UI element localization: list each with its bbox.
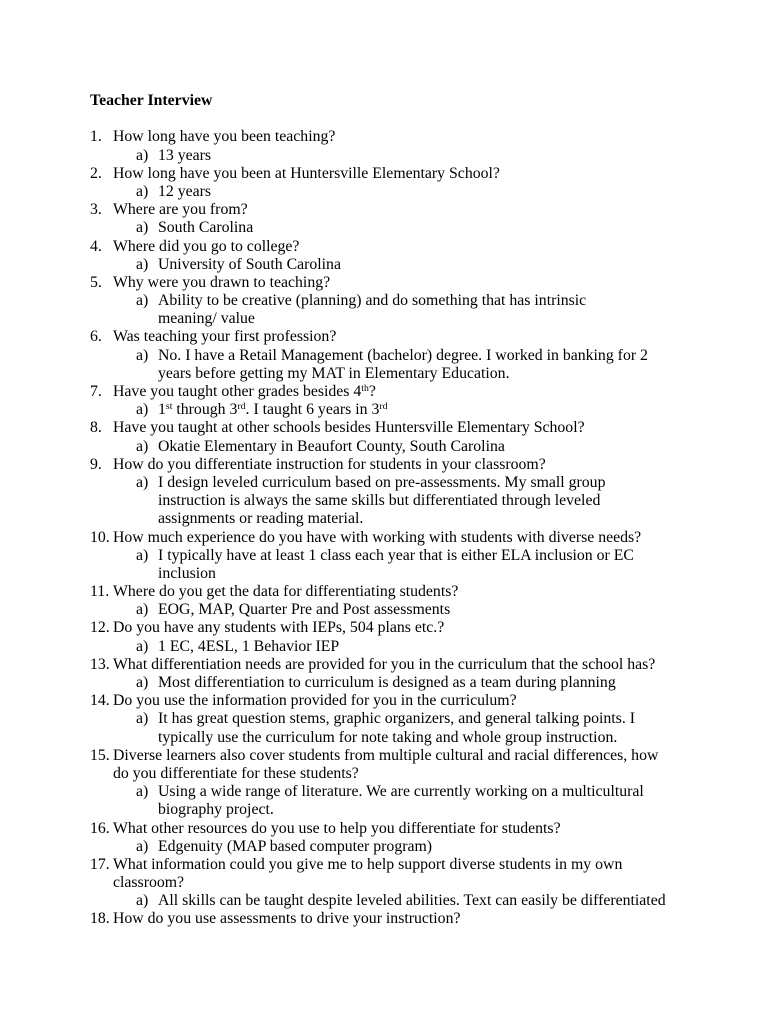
question-line <box>90 529 730 547</box>
interview-item-1 <box>90 128 730 164</box>
ordinal-superscript: rd <box>237 401 246 413</box>
question-text: Was teaching your first profession? <box>113 328 337 346</box>
interview-item-18 <box>90 910 730 928</box>
question-line <box>90 692 730 710</box>
answer-marker: a) <box>136 892 149 910</box>
interview-item-10 <box>90 529 730 584</box>
question-number: 11. <box>90 583 110 601</box>
question-line <box>90 201 730 219</box>
question-text: How do you use assessments to drive your instruction? <box>113 910 461 928</box>
answer-text: 12 years <box>158 182 212 200</box>
interview-item-7 <box>90 383 730 419</box>
interview-item-16 <box>90 820 730 856</box>
ordinal-superscript: rd <box>379 401 388 413</box>
question-number: 5. <box>90 273 102 291</box>
answer-line <box>90 474 730 492</box>
interview-item-5 <box>90 274 730 329</box>
question-number: 10. <box>90 528 110 546</box>
question-line <box>90 383 730 401</box>
answer-text: I typically have at least 1 class each year that is either ELA inclusion or EC <box>158 546 634 564</box>
question-line <box>90 238 730 256</box>
answer-line <box>90 256 730 274</box>
answer-line-continued <box>90 729 730 747</box>
answer-marker: a) <box>136 637 149 655</box>
question-number: 15. <box>90 746 110 764</box>
answer-marker: a) <box>136 346 149 364</box>
answer-line-continued <box>90 510 730 528</box>
interview-item-12 <box>90 619 730 655</box>
answer-line <box>90 401 730 419</box>
question-line <box>90 128 730 146</box>
interview-item-14 <box>90 692 730 747</box>
answer-line-continued <box>90 492 730 510</box>
question-line <box>90 910 730 928</box>
question-text: Have you taught at other schools besides Huntersville Elementary School? <box>113 419 585 437</box>
question-number: 18. <box>90 910 110 928</box>
question-line <box>90 747 730 765</box>
question-number: 3. <box>90 201 102 219</box>
answer-text: biography project. <box>158 801 274 819</box>
interview-item-8 <box>90 419 730 455</box>
answer-text: inclusion <box>158 564 216 582</box>
question-number: 14. <box>90 692 110 710</box>
answer-line <box>90 147 730 165</box>
interview-item-6 <box>90 328 730 383</box>
question-text: do you differentiate for these students? <box>113 764 359 782</box>
answer-text: assignments or reading material. <box>158 510 364 528</box>
answer-line-continued <box>90 365 730 383</box>
answer-text: 1 EC, 4ESL, 1 Behavior IEP <box>158 637 340 655</box>
answer-line <box>90 347 730 365</box>
interview-document <box>90 92 730 929</box>
answer-marker: a) <box>136 710 149 728</box>
question-line <box>90 583 730 601</box>
answer-marker: a) <box>136 674 149 691</box>
answer-line <box>90 674 730 692</box>
answer-text: meaning/ value <box>158 310 255 328</box>
ordinal-superscript: th <box>361 383 369 395</box>
question-text <box>113 383 376 401</box>
question-number: 9. <box>90 455 102 473</box>
answer-line <box>90 219 730 237</box>
interview-item-17 <box>90 856 730 911</box>
question-text: Do you use the information provided for you in the curriculum? <box>113 692 517 710</box>
question-text: How long have you been teaching? <box>113 128 336 146</box>
answer-text: EOG, MAP, Quarter Pre and Post assessments <box>158 601 451 619</box>
question-text: Do you have any students with IEPs, 504 plans etc.? <box>113 619 445 637</box>
question-text-part: Have you taught other grades besides 4 <box>113 383 362 400</box>
document-title: Teacher Interview <box>90 92 213 109</box>
answer-text: Okatie Elementary in Beaufort County, South Carolina <box>158 437 505 455</box>
answer-marker: a) <box>136 182 149 200</box>
question-line <box>90 328 730 346</box>
question-number: 2. <box>90 164 102 182</box>
interview-item-15 <box>90 747 730 820</box>
question-text: Why were you drawn to teaching? <box>113 273 331 291</box>
answer-marker: a) <box>136 473 149 491</box>
question-text: Where did you go to college? <box>113 237 300 255</box>
answer-marker: a) <box>136 401 149 419</box>
answer-marker: a) <box>136 837 149 855</box>
answer-text-part: 1 <box>158 401 166 419</box>
answer-text: Using a wide range of literature. We are currently working on a multicultural <box>158 783 644 801</box>
question-text: Where do you get the data for differentiating students? <box>113 583 459 601</box>
question-line <box>90 856 730 874</box>
answer-marker: a) <box>136 546 149 564</box>
answer-text: typically use the curriculum for note taking and whole group instruction. <box>158 728 618 746</box>
answer-text: University of South Carolina <box>158 255 341 273</box>
answer-text: All skills can be taught despite leveled abilities. Text can easily be differentiated <box>158 892 666 910</box>
question-number: 13. <box>90 655 110 673</box>
question-number: 16. <box>90 819 110 837</box>
answer-line <box>90 547 730 565</box>
question-number: 8. <box>90 419 102 437</box>
answer-text-part: . I taught 6 years in 3 <box>245 401 380 419</box>
answer-line-continued <box>90 310 730 328</box>
answer-marker: a) <box>136 783 149 801</box>
interview-item-3 <box>90 201 730 237</box>
question-line <box>90 419 730 437</box>
ordinal-superscript: st <box>165 401 173 413</box>
question-line <box>90 165 730 183</box>
answer-text: Ability to be creative (planning) and do something that has intrinsic <box>158 292 587 310</box>
question-line <box>90 456 730 474</box>
answer-line <box>90 638 730 656</box>
answer-line <box>90 838 730 856</box>
answer-marker: a) <box>136 255 149 273</box>
question-number: 6. <box>90 328 102 346</box>
answer-text: I design leveled curriculum based on pre-assessments. My small group <box>158 473 606 491</box>
answer-text: South Carolina <box>158 219 254 237</box>
answer-line-continued <box>90 801 730 819</box>
question-text: Where are you from? <box>113 201 248 219</box>
answer-marker: a) <box>136 146 149 164</box>
question-line <box>90 274 730 292</box>
answer-line <box>90 783 730 801</box>
question-line-continued <box>90 765 730 783</box>
question-number: 7. <box>90 383 102 400</box>
answer-text: Edgenuity (MAP based computer program) <box>158 837 433 855</box>
answer-line <box>90 292 730 310</box>
answer-text: It has great question stems, graphic organizers, and general talking points. I <box>158 710 635 728</box>
answer-text: instruction is always the same skills but differentiated through leveled <box>158 492 601 510</box>
question-line <box>90 619 730 637</box>
question-number: 12. <box>90 619 110 637</box>
answer-marker: a) <box>136 292 149 310</box>
question-text: classroom? <box>113 874 185 892</box>
question-text: How do you differentiate instruction for students in your classroom? <box>113 455 546 473</box>
answer-text <box>158 401 388 419</box>
question-number: 4. <box>90 237 102 255</box>
answer-line-continued <box>90 565 730 583</box>
answer-line <box>90 601 730 619</box>
question-number: 17. <box>90 855 110 873</box>
answer-line <box>90 183 730 201</box>
question-text: Diverse learners also cover students from multiple cultural and racial differences, how <box>113 746 659 764</box>
interview-item-9 <box>90 456 730 529</box>
question-line <box>90 656 730 674</box>
answer-line <box>90 710 730 728</box>
interview-item-2 <box>90 165 730 201</box>
answer-text: Most differentiation to curriculum is designed as a team during planning <box>158 674 616 691</box>
question-number: 1. <box>90 128 102 146</box>
answer-line <box>90 438 730 456</box>
question-text: What information could you give me to help support diverse students in my own <box>113 855 623 873</box>
question-text: How long have you been at Huntersville Elementary School? <box>113 164 500 182</box>
answer-marker: a) <box>136 437 149 455</box>
answer-line <box>90 892 730 910</box>
question-text-part: ? <box>368 383 376 400</box>
answer-marker: a) <box>136 601 149 619</box>
question-line <box>90 820 730 838</box>
answer-text: years before getting my MAT in Elementary Education. <box>158 364 510 382</box>
answer-marker: a) <box>136 219 149 237</box>
answer-text-part: through 3 <box>172 401 238 419</box>
interview-item-13 <box>90 656 730 692</box>
question-text: What differentiation needs are provided for you in the curriculum that the school has? <box>113 655 656 673</box>
question-text: What other resources do you use to help you differentiate for students? <box>113 819 561 837</box>
question-text: How much experience do you have with working with students with diverse needs? <box>113 528 642 546</box>
answer-text: No. I have a Retail Management (bachelor) degree. I worked in banking for 2 <box>158 346 648 364</box>
question-line-continued <box>90 874 730 892</box>
answer-text: 13 years <box>158 146 212 164</box>
interview-item-4 <box>90 238 730 274</box>
interview-item-11 <box>90 583 730 619</box>
